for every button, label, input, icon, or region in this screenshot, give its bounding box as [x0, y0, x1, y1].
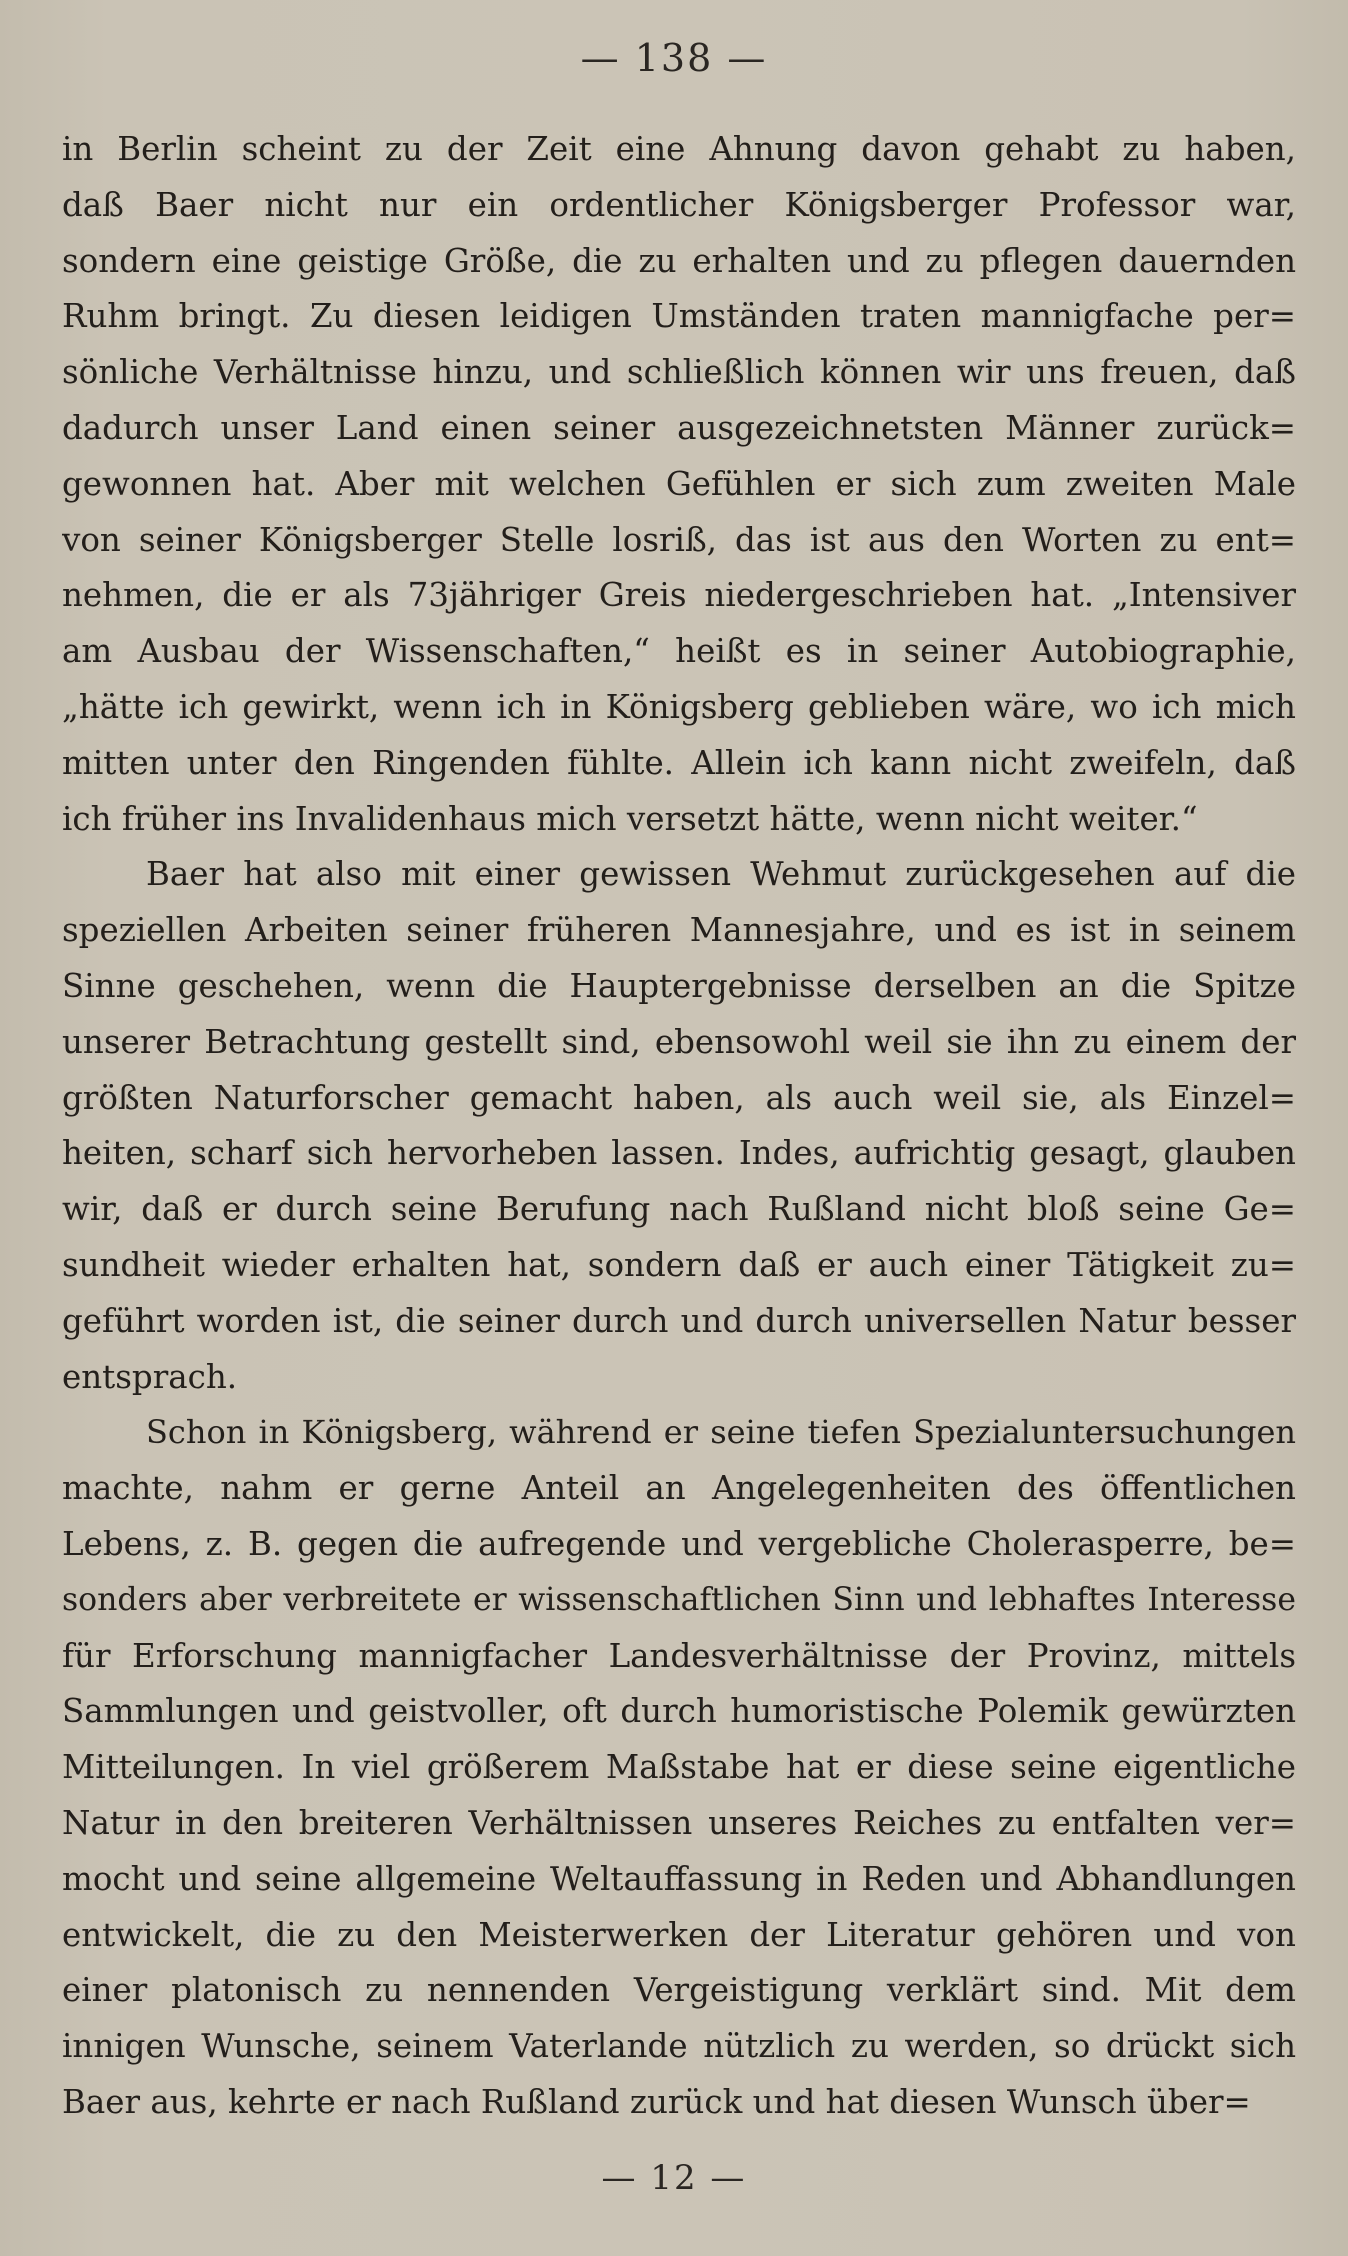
text-line: Sammlungen und geistvoller, oft durch humoristische Polemik gewürzten: [62, 1692, 1296, 1731]
text-line: Baer aus, kehrte er nach Rußland zurück und hat diesen Wunsch über=: [62, 2082, 1251, 2121]
text-line: Sinne geschehen, wenn die Hauptergebnisse derselben an die Spitze: [62, 966, 1296, 1005]
text-line: sonders aber verbreitete er wissenschaftlichen Sinn und lebhaftes Interesse: [62, 1581, 1296, 1618]
page-header: — 138 —: [580, 36, 768, 80]
text-line: nehmen, die er als 73jähriger Greis niedergeschrieben hat. „Intensiver: [62, 576, 1296, 615]
text-line: am Ausbau der Wissenschaften,“ heißt es in seiner Autobiographie,: [62, 632, 1296, 671]
text-line: sundheit wieder erhalten hat, sondern daß er auch einer Tätigkeit zu=: [62, 1245, 1296, 1284]
text-line: geführt worden ist, die seiner durch und durch universellen Natur besser: [62, 1301, 1296, 1340]
text-line: wir, daß er durch seine Berufung nach Rußland nicht bloß seine Ge=: [62, 1190, 1296, 1229]
text-line: entsprach.: [62, 1357, 238, 1396]
paragraph: [62, 122, 1296, 847]
page-footer: — 12 —: [601, 2158, 747, 2198]
text-block: [62, 122, 1296, 2131]
text-line: unserer Betrachtung gestellt sind, ebensowohl weil sie ihn zu einem der: [62, 1022, 1296, 1061]
text-line: „hätte ich gewirkt, wenn ich in Königsberg geblieben wäre, wo ich mich: [62, 687, 1296, 726]
paragraph: [62, 1405, 1296, 2130]
text-line: daß Baer nicht nur ein ordentlicher Königsberger Professor war,: [62, 185, 1296, 224]
text-line: mocht und seine allgemeine Weltauffassung in Reden und Abhandlungen: [62, 1859, 1296, 1898]
text-line: in Berlin scheint zu der Zeit eine Ahnung davon gehabt zu haben,: [62, 130, 1296, 168]
text-line: speziellen Arbeiten seiner früheren Mannesjahre, und es ist in seinem: [62, 911, 1296, 950]
text-line: sondern eine geistige Größe, die zu erhalten und zu pflegen dauernden: [62, 241, 1296, 280]
text-line: einer platonisch zu nennenden Vergeistigung verklärt sind. Mit dem: [62, 1971, 1296, 2010]
text-line: Schon in Königsberg, während er seine tiefen Spezialuntersuchungen: [146, 1413, 1296, 1452]
text-line: Ruhm bringt. Zu diesen leidigen Umständen traten mannigfache per=: [62, 297, 1296, 336]
text-line: von seiner Königsberger Stelle losriß, das ist aus den Worten zu ent=: [62, 520, 1296, 559]
text-line: mitten unter den Ringenden fühlte. Allein ich kann nicht zweifeln, daß: [62, 743, 1296, 782]
text-line: Baer hat also mit einer gewissen Wehmut zurückgesehen auf die: [146, 855, 1296, 894]
text-line: machte, nahm er gerne Anteil an Angelegenheiten des öffentlichen: [62, 1469, 1296, 1508]
text-line: ich früher ins Invalidenhaus mich versetzt hätte, wenn nicht weiter.“: [62, 799, 1198, 838]
text-line: dadurch unser Land einen seiner ausgezeichnetsten Männer zurück=: [62, 408, 1296, 447]
text-line: heiten, scharf sich hervorheben lassen. Indes, aufrichtig gesagt, glauben: [62, 1134, 1296, 1173]
text-line: entwickelt, die zu den Meisterwerken der Literatur gehören und von: [62, 1915, 1296, 1954]
text-line: für Erforschung mannigfacher Landesverhältnisse der Provinz, mittels: [62, 1636, 1296, 1675]
text-line: innigen Wunsche, seinem Vaterlande nützlich zu werden, so drückt sich: [62, 2027, 1296, 2066]
paragraph: [62, 847, 1296, 1405]
text-line: Mitteilungen. In viel größerem Maßstabe hat er diese seine eigentliche: [62, 1748, 1296, 1787]
text-line: sönliche Verhältnisse hinzu, und schließlich können wir uns freuen, daß: [62, 353, 1296, 392]
text-line: Lebens, z. B. gegen die aufregende und vergebliche Cholerasperre, be=: [62, 1524, 1296, 1563]
text-line: größten Naturforscher gemacht haben, als auch weil sie, als Einzel=: [62, 1078, 1296, 1117]
text-line: gewonnen hat. Aber mit welchen Gefühlen er sich zum zweiten Male: [62, 464, 1296, 503]
text-line: Natur in den breiteren Verhältnissen unseres Reiches zu entfalten ver=: [62, 1803, 1296, 1842]
